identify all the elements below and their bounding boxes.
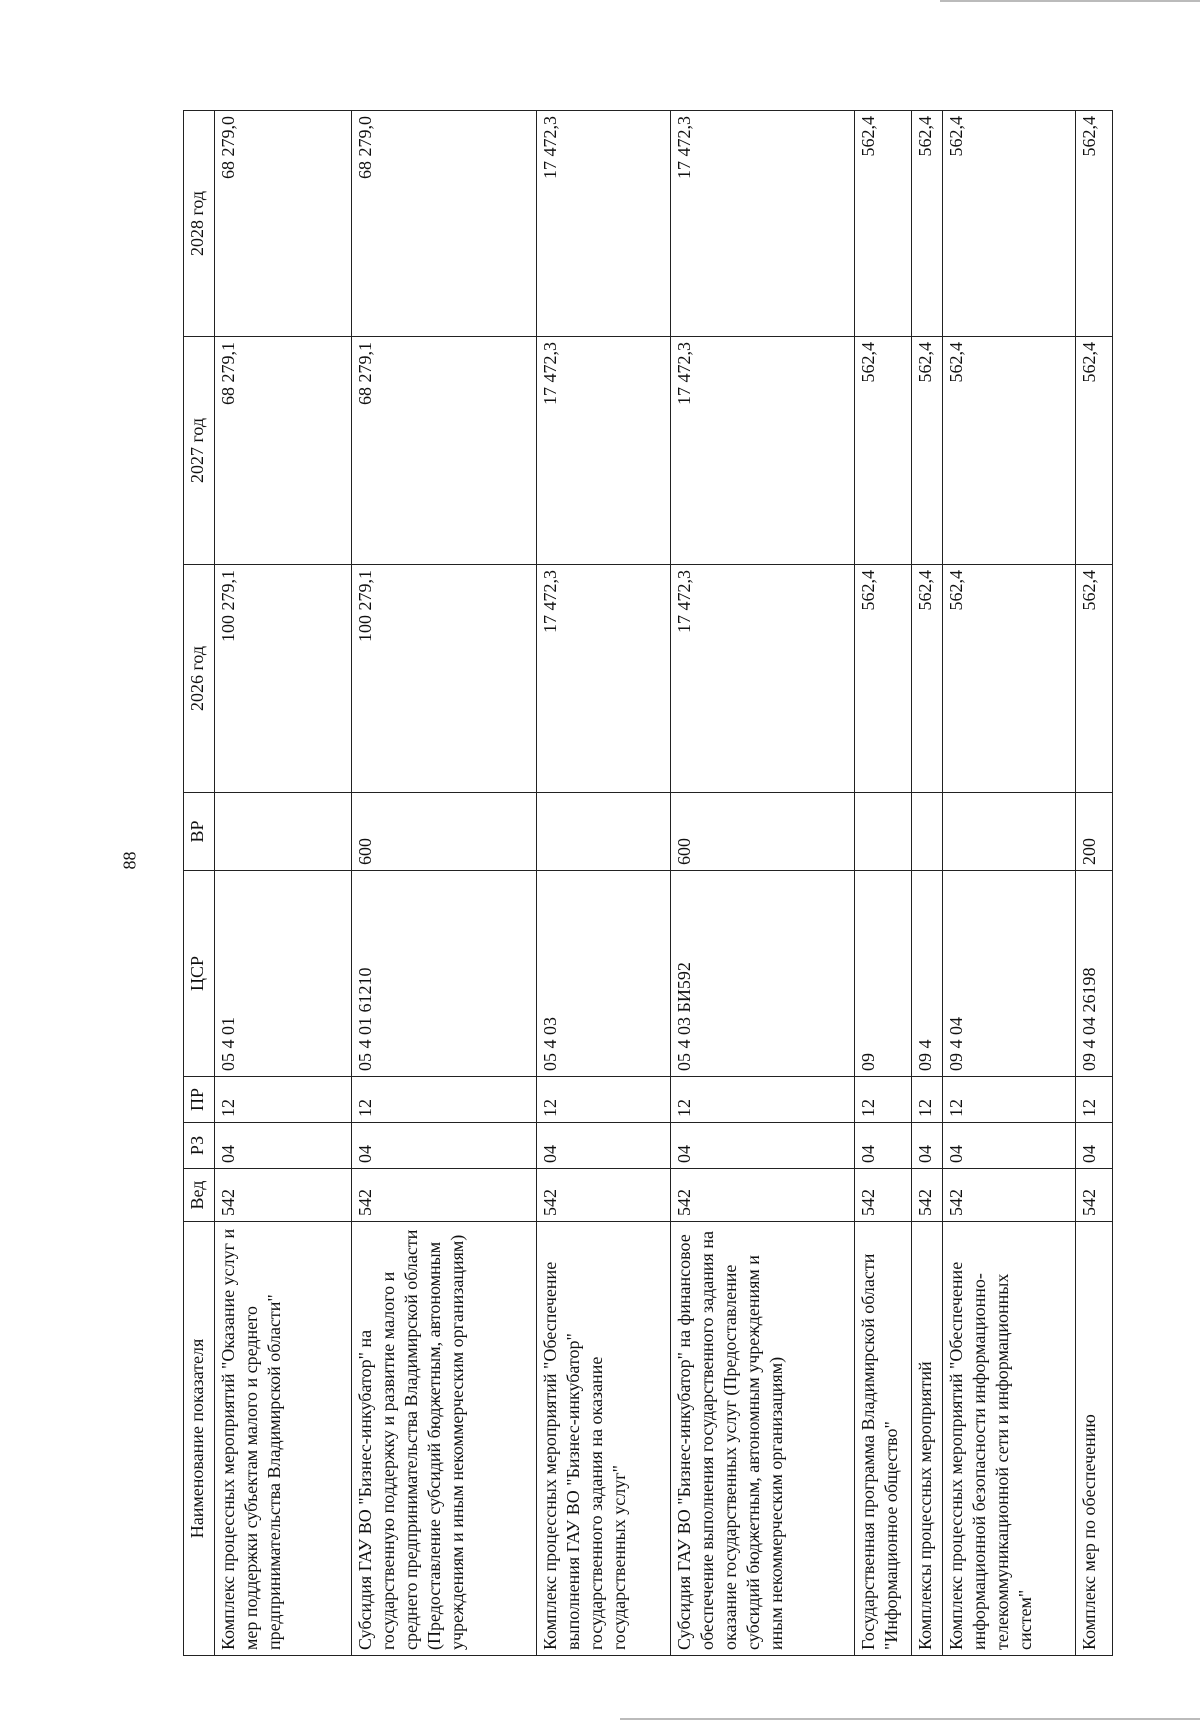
cell-ved: 542 [215,1169,352,1222]
cell-pr: 12 [670,1077,854,1123]
header-2028: 2028 год [184,111,215,337]
budget-table-rotated [183,111,1113,1656]
cell-name: Комплекс процессных мероприятий "Обеспечение информационной безопасности информационно-телекоммуникационной сети и информационных систем" [942,1222,1075,1656]
cell-pr: 12 [536,1077,670,1123]
cell-2027: 562,4 [1076,337,1113,565]
cell-2028: 562,4 [912,111,943,337]
cell-name: Комплексы процессных мероприятий [912,1222,943,1656]
cell-rz: 04 [854,1123,911,1169]
header-csr: ЦСР [184,871,215,1077]
budget-table [183,110,1113,1656]
table-row [854,111,911,1656]
cell-ved: 542 [352,1169,536,1222]
cell-csr: 05 4 03 [536,871,670,1077]
cell-rz: 04 [942,1123,1075,1169]
cell-csr: 09 4 04 26198 [1076,871,1113,1077]
cell-rz: 04 [912,1123,943,1169]
cell-csr: 05 4 03 БИ592 [670,871,854,1077]
cell-name: Субсидия ГАУ ВО "Бизнес-инкубатор" на государственную поддержку и развитие малого и среднего предпринимательства Владимирской области (Предоставление субсидий бюджетным, автономным учреждениям и иным некоммерческим организациям) [352,1222,536,1656]
cell-vr [942,793,1075,871]
cell-2026: 562,4 [854,565,911,793]
cell-ved: 542 [912,1169,943,1222]
cell-pr: 12 [854,1077,911,1123]
table-row [912,111,943,1656]
table-row [215,111,352,1656]
cell-2027: 562,4 [854,337,911,565]
cell-rz: 04 [1076,1123,1113,1169]
cell-2026: 17 472,3 [536,565,670,793]
cell-ved: 542 [536,1169,670,1222]
cell-name: Комплекс процессных мероприятий "Оказание услуг и мер поддержки субъектам малого и среднего предпринимательства Владимирской области" [215,1222,352,1656]
header-rz: РЗ [184,1123,215,1169]
scan-edge-line [940,0,1200,2]
cell-csr: 09 [854,871,911,1077]
cell-ved: 542 [854,1169,911,1222]
cell-2028: 562,4 [1076,111,1113,337]
cell-ved: 542 [670,1169,854,1222]
header-pr: ПР [184,1077,215,1123]
cell-2027: 562,4 [942,337,1075,565]
cell-vr: 600 [352,793,536,871]
cell-2026: 562,4 [1076,565,1113,793]
cell-2026: 100 279,1 [352,565,536,793]
cell-rz: 04 [670,1123,854,1169]
cell-name: Комплекс мер по обеспечению [1076,1222,1113,1656]
cell-vr: 600 [670,793,854,871]
cell-pr: 12 [912,1077,943,1123]
cell-vr: 200 [1076,793,1113,871]
cell-ved: 542 [942,1169,1075,1222]
cell-rz: 04 [352,1123,536,1169]
header-ved: Вед [184,1169,215,1222]
cell-2028: 562,4 [854,111,911,337]
cell-pr: 12 [215,1077,352,1123]
cell-2028: 562,4 [942,111,1075,337]
cell-pr: 12 [942,1077,1075,1123]
cell-2027: 68 279,1 [352,337,536,565]
cell-2026: 100 279,1 [215,565,352,793]
header-vr: ВР [184,793,215,871]
cell-name: Комплекс процессных мероприятий "Обеспечение выполнения ГАУ ВО "Бизнес-инкубатор" государственного задания на оказание государственных услуг" [536,1222,670,1656]
page-number: 88 [119,851,140,870]
table-row [942,111,1075,1656]
cell-pr: 12 [1076,1077,1113,1123]
cell-vr [912,793,943,871]
table-header-row [184,111,215,1656]
cell-csr: 05 4 01 [215,871,352,1077]
cell-2027: 68 279,1 [215,337,352,565]
cell-2028: 17 472,3 [670,111,854,337]
cell-2026: 562,4 [912,565,943,793]
cell-csr: 09 4 [912,871,943,1077]
cell-vr [854,793,911,871]
scan-edge-line [620,1718,1200,1720]
cell-2028: 68 279,0 [215,111,352,337]
header-2027: 2027 год [184,337,215,565]
header-2026: 2026 год [184,565,215,793]
cell-name: Государственная программа Владимирской области "Информационное общество" [854,1222,911,1656]
cell-csr: 09 4 04 [942,871,1075,1077]
cell-pr: 12 [352,1077,536,1123]
cell-2026: 562,4 [942,565,1075,793]
cell-ved: 542 [1076,1169,1113,1222]
cell-name: Субсидия ГАУ ВО "Бизнес-инкубатор" на финансовое обеспечение выполнения государственного задания на оказание государственных услуг (Предоставление субсидий бюджетным, автономным учреждениям и иным некоммерческим организациям) [670,1222,854,1656]
cell-csr: 05 4 01 61210 [352,871,536,1077]
table-row [670,111,854,1656]
cell-rz: 04 [215,1123,352,1169]
table-row [352,111,536,1656]
cell-2026: 17 472,3 [670,565,854,793]
header-name: Наименование показателя [184,1222,215,1656]
table-row [1076,111,1113,1656]
cell-2027: 562,4 [912,337,943,565]
cell-vr [536,793,670,871]
cell-2028: 68 279,0 [352,111,536,337]
cell-vr [215,793,352,871]
cell-rz: 04 [536,1123,670,1169]
cell-2027: 17 472,3 [536,337,670,565]
cell-2028: 17 472,3 [536,111,670,337]
cell-2027: 17 472,3 [670,337,854,565]
table-row [536,111,670,1656]
